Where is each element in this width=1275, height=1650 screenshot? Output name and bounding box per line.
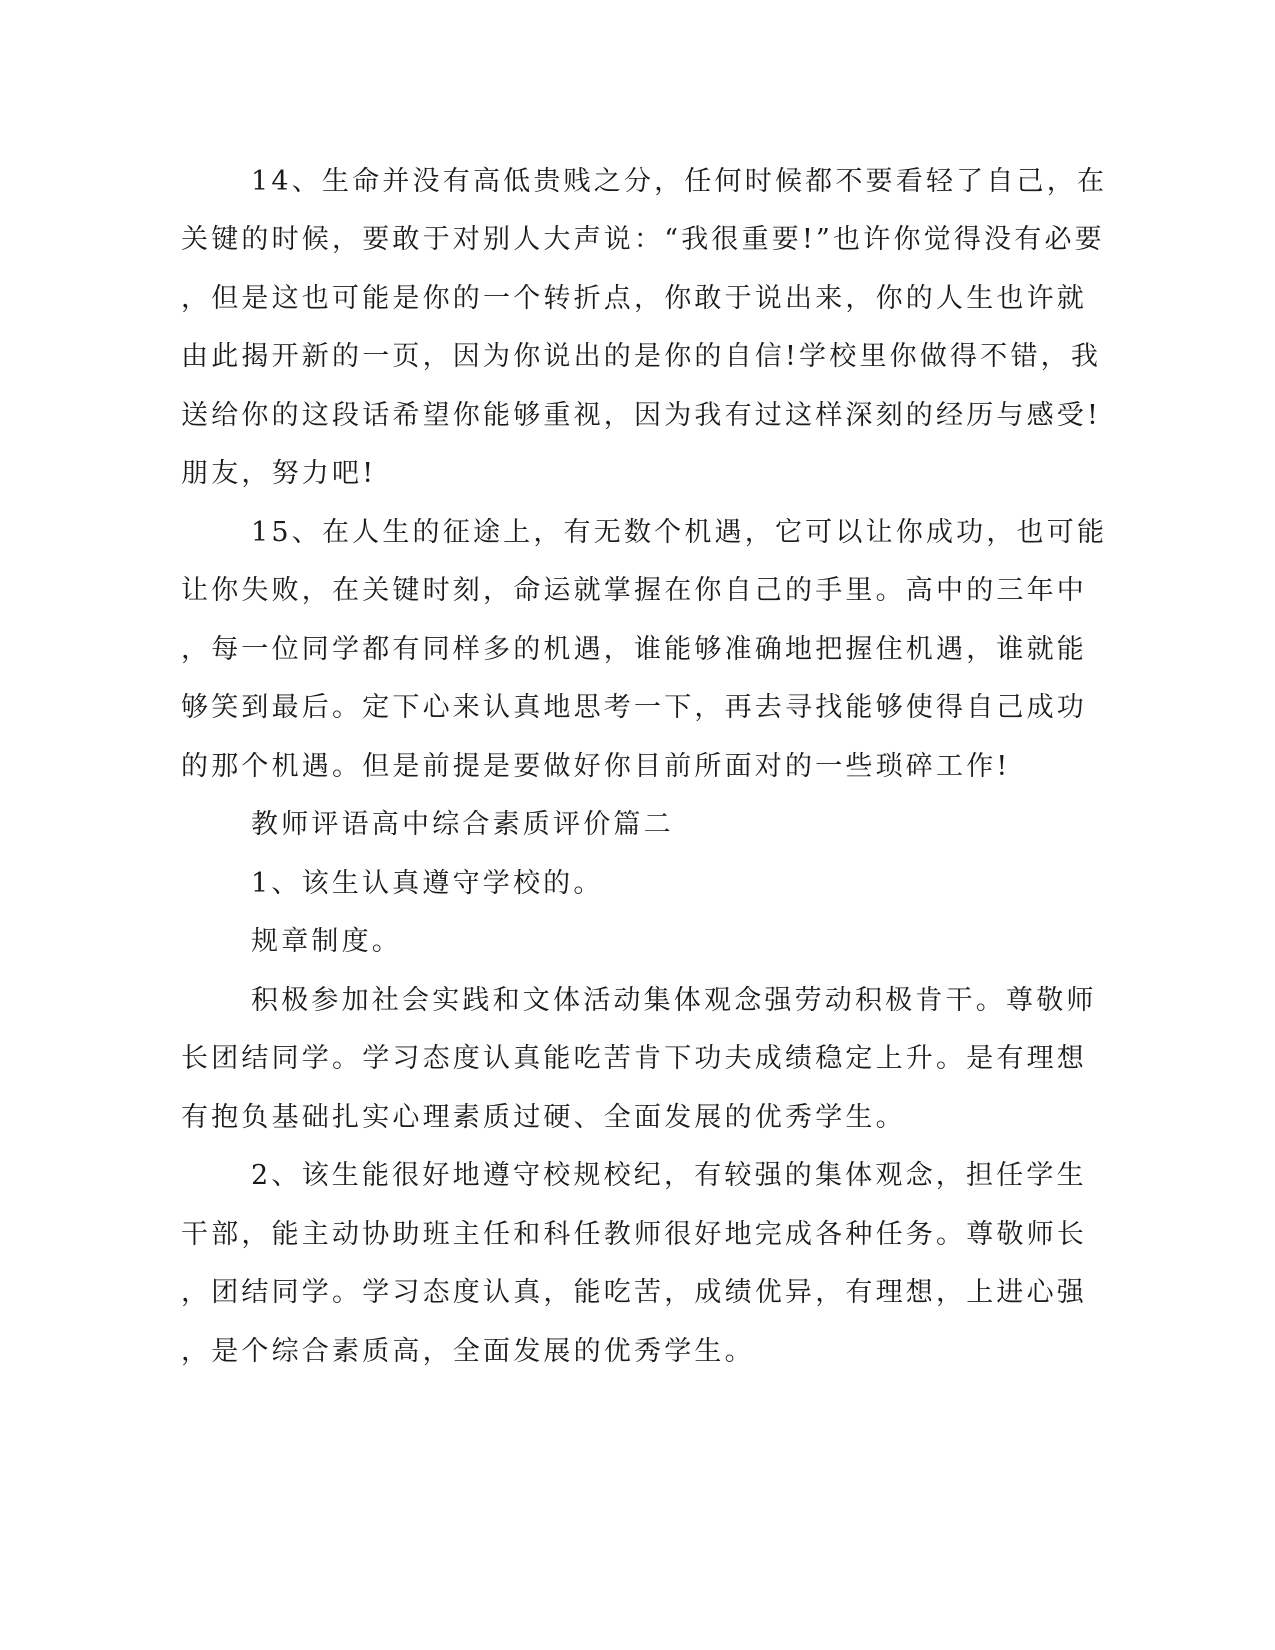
text-line: 长团结同学。学习态度认真能吃苦肯下功夫成绩稳定上升。是有理想 [181,1043,1087,1074]
text-line: 14、生命并没有高低贵贱之分，任何时候都不要看轻了自己，在 [251,166,1108,197]
text-line: ，但是这也可能是你的一个转折点，你敢于说出来，你的人生也许就 [181,283,1087,314]
text-line: 由此揭开新的一页，因为你说出的是你的自信!学校里你做得不错，我 [181,341,1102,372]
text-line: 送给你的这段话希望你能够重视，因为我有过这样深刻的经历与感受! [181,400,1102,431]
text-line: 够笑到最后。定下心来认真地思考一下，再去寻找能够使得自己成功 [181,692,1087,723]
text-line: 的那个机遇。但是前提是要做好你目前所面对的一些琐碎工作! [181,751,1011,782]
text-line: ，每一位同学都有同样多的机遇，谁能够准确地把握住机遇，谁就能 [181,634,1087,665]
text-line: 让你失败，在关键时刻，命运就掌握在你自己的手里。高中的三年中 [181,575,1087,606]
text-line: 2、该生能很好地遵守校规校纪，有较强的集体观念，担任学生 [251,1160,1087,1191]
text-line: 规章制度。 [251,926,402,957]
text-line: 干部，能主动协助班主任和科任教师很好地完成各种任务。尊敬师长 [181,1219,1087,1250]
section-heading: 教师评语高中综合素质评价篇二 [251,809,674,840]
text-line: ，是个综合素质高，全面发展的优秀学生。 [181,1336,755,1367]
text-line: 积极参加社会实践和文体活动集体观念强劳动积极肯干。尊敬师 [251,985,1097,1016]
text-line: 有抱负基础扎实心理素质过硬、全面发展的优秀学生。 [181,1102,906,1133]
text-line: 15、在人生的征途上，有无数个机遇，它可以让你成功，也可能 [251,517,1108,548]
text-line: 朋友，努力吧! [181,458,377,489]
text-line: ，团结同学。学习态度认真，能吃苦，成绩优异，有理想，上进心强 [181,1277,1087,1308]
text-line: 关键的时候，要敢于对别人大声说：“我很重要!”也许你觉得没有必要 [181,224,1105,255]
text-line: 1、该生认真遵守学校的。 [251,868,604,899]
